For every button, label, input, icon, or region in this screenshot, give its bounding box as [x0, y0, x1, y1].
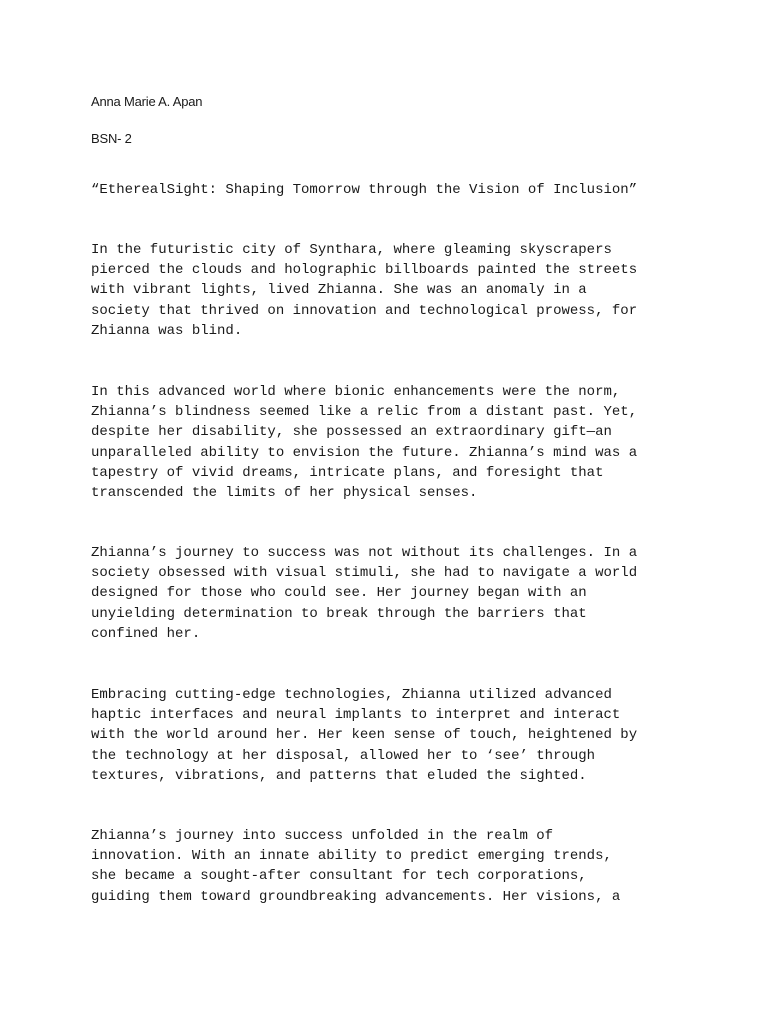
paragraph-line: Zhianna’s blindness seemed like a relic from a distant past. Yet, [91, 404, 638, 421]
paragraph-line: confined her. [91, 625, 201, 642]
paragraph-line: designed for those who could see. Her journey began with an [91, 585, 587, 602]
author-name: Anna Marie A. Apan [91, 94, 203, 109]
paragraph-line: transcended the limits of her physical senses. [91, 485, 478, 502]
course-label: BSN- 2 [91, 131, 132, 146]
paragraph-line: the technology at her disposal, allowed her to ‘see’ through [91, 747, 596, 764]
paragraph-line: unyielding determination to break through the barriers that [91, 605, 587, 622]
paragraph-line: textures, vibrations, and patterns that eluded the sighted. [91, 767, 587, 784]
paragraph-line: guiding them toward groundbreaking advancements. Her visions, a [91, 888, 621, 905]
paragraph-line: society obsessed with visual stimuli, she had to navigate a world [91, 565, 638, 582]
paragraph-4 [91, 685, 711, 786]
paragraph-line: pierced the clouds and holographic billboards painted the streets [91, 262, 638, 279]
paragraph-line: In the futuristic city of Synthara, where gleaming skyscrapers [91, 242, 612, 258]
paragraph-line: she became a sought-after consultant for tech corporations, [91, 868, 587, 885]
paragraph-line: unparalleled ability to envision the future. Zhianna’s mind was a [91, 444, 638, 461]
paragraph-3 [91, 543, 711, 644]
paragraph-line: Embracing cutting-edge technologies, Zhianna utilized advanced [91, 687, 612, 703]
paragraph-5 [91, 826, 711, 907]
document-title: “EtherealSight: Shaping Tomorrow through the Vision of Inclusion” [91, 182, 638, 198]
paragraph-line: tapestry of vivid dreams, intricate plans, and foresight that [91, 464, 604, 481]
paragraph-1 [91, 240, 711, 341]
paragraph-2 [91, 382, 711, 503]
paragraph-line: society that thrived on innovation and technological prowess, for [91, 302, 638, 319]
paragraph-line: despite her disability, she possessed an extraordinary gift—an [91, 424, 612, 441]
paragraph-line: Zhianna was blind. [91, 322, 243, 339]
paragraph-line: haptic interfaces and neural implants to interpret and interact [91, 707, 621, 724]
paragraph-line: Zhianna’s journey into success unfolded in the realm of [91, 828, 554, 844]
paragraph-line: In this advanced world where bionic enhancements were the norm, [91, 384, 621, 400]
paragraph-line: with vibrant lights, lived Zhianna. She was an anomaly in a [91, 282, 587, 299]
paragraph-line: with the world around her. Her keen sense of touch, heightened by [91, 727, 638, 744]
paragraph-line: innovation. With an innate ability to predict emerging trends, [91, 848, 612, 865]
paragraph-line: Zhianna’s journey to success was not without its challenges. In a [91, 545, 638, 561]
